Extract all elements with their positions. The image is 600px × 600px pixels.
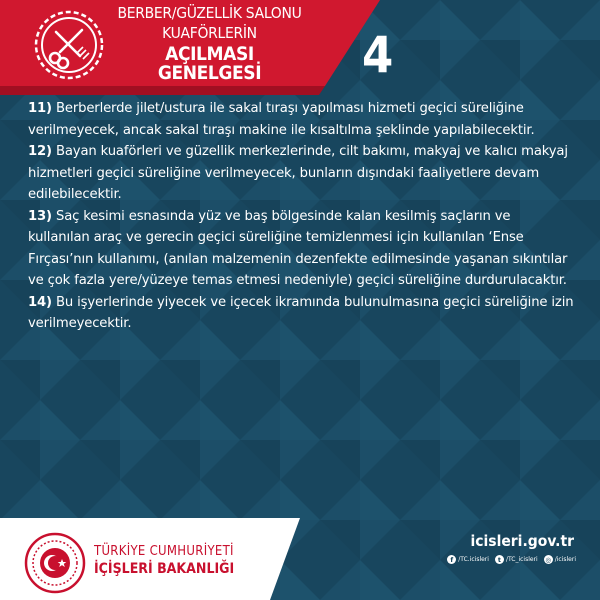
instagram-handle: /icisleri (554, 556, 576, 563)
twitter-handle: /TC_icisleri (505, 556, 538, 563)
rule-number: 12) (28, 144, 52, 159)
banner-title-line3: AÇILMASI GENELGESİ (157, 43, 262, 84)
page-number: 4 (362, 26, 394, 84)
website-link[interactable]: icisleri.gov.tr (470, 532, 574, 550)
rule-number: 13) (28, 208, 52, 224)
rule-text: Bu işyerlerinde yiyecek ve içecek ikramında bulunulmasına geçici süreliğine izin verilmeyecektir. (28, 294, 574, 331)
rule-item-14 (28, 292, 576, 335)
facebook-icon: f (447, 555, 456, 564)
twitter-link[interactable] (495, 555, 538, 564)
scissors-comb-icon (32, 8, 106, 82)
rules-list (28, 98, 576, 335)
rule-item-13 (28, 206, 576, 292)
rule-text: Berberlerde jilet/ustura ile sakal tıraşı yapılması hizmeti geçici süreliğine verilmeyecek, ancak sakal tıraşı makine ile kısaltılma şeklinde yapılabilecektir. (28, 101, 535, 138)
banner-title-line2: KUAFÖRLERİN (162, 23, 257, 42)
facebook-handle: /TC.icisleri (458, 556, 489, 563)
rule-number: 14) (28, 294, 52, 310)
ministry-name (94, 545, 234, 576)
instagram-icon: ◎ (545, 555, 552, 564)
ministry-emblem-icon (24, 532, 86, 594)
social-links (447, 555, 576, 564)
rule-item-12 (28, 141, 576, 206)
rule-number: 11) (28, 101, 52, 116)
ministry-line2: İÇİŞLERİ BAKANLIĞI (94, 561, 235, 577)
twitter-icon: t (495, 555, 504, 564)
ministry-line1: TÜRKİYE CUMHURİYETİ (94, 544, 234, 559)
facebook-link[interactable] (447, 555, 489, 564)
banner-title-line1: BERBER/GÜZELLİK SALONU (117, 4, 302, 22)
rule-text: Bayan kuaförleri ve güzellik merkezlerinde, cilt bakımı, makyaj ve kalıcı makyaj hizmetleri geçici süreliğine verilmeyecek, bunların dışındaki faaliyetlere devam edilebilecektir. (28, 144, 568, 202)
instagram-link[interactable] (544, 555, 576, 564)
banner-title (112, 6, 307, 83)
rule-item-11 (28, 98, 576, 141)
rule-text: Saç kesimi esnasında yüz ve baş bölgesinde kalan kesilmiş saçların ve kullanılan araç ve gerecin geçici süreliğine temizlenmesi için kullanılan ‘Ense Fırçası’nın kullanımı, (anılan malzemenin dezenfekte edilmesinde yaşanan sıkıntılar ve çok fazla yere/yüzeye temas etmesi nedeniyle) geçici süreliğine durdurulacaktır. (28, 208, 568, 288)
